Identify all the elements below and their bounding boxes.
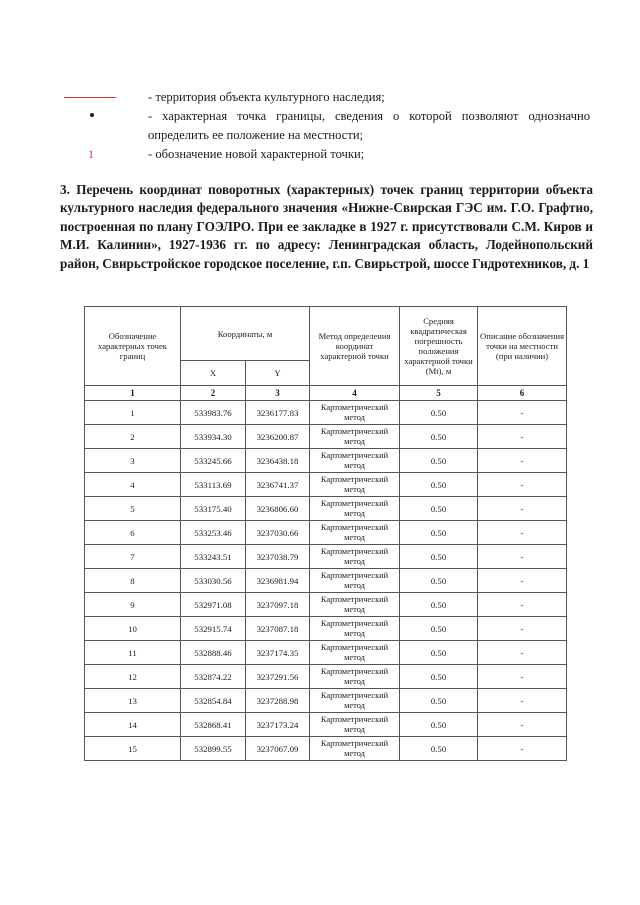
column-index: 4: [310, 386, 400, 401]
coordinates-table: [84, 306, 567, 761]
legend: [60, 88, 590, 164]
description-cell: -: [478, 497, 567, 521]
coord-y-cell: 3236438.18: [246, 449, 310, 473]
point-number-cell: 11: [85, 641, 181, 665]
coord-x-cell: 532899.55: [181, 737, 246, 761]
coord-y-cell: 3237174.35: [246, 641, 310, 665]
column-index: 1: [85, 386, 181, 401]
error-value-cell: 0.50: [400, 593, 478, 617]
method-cell: Картометрический метод: [310, 521, 400, 545]
description-cell: -: [478, 689, 567, 713]
coord-x-cell: 532971.08: [181, 593, 246, 617]
table-row: [85, 521, 567, 545]
point-number-cell: 7: [85, 545, 181, 569]
point-number-cell: 1: [85, 401, 181, 425]
section-heading: 3. Перечень координат поворотных (характерных) точек границ территории объекта культурного наследия федерального значения «Нижне-Свирская ГЭС им. Г.О. Графтио, построенная по плану ГОЭЛРО. При ее закладке в 1927 г. присутствовали С.М. Киров и М.И. Калинин», 1927-1936 гг. по адресу: Ленинградская область, Лодейнопольский район, Свирьстройское городское поселение, г.п. Свирьстрой, шоссе Гидротехников, д. 1: [60, 182, 593, 271]
description-cell: -: [478, 737, 567, 761]
table-row: [85, 401, 567, 425]
legend-item-new-point: [60, 145, 590, 164]
table-row: [85, 545, 567, 569]
description-cell: -: [478, 713, 567, 737]
method-cell: Картометрический метод: [310, 617, 400, 641]
header-y: Y: [246, 361, 310, 386]
table-row: [85, 593, 567, 617]
table-row: [85, 641, 567, 665]
coord-y-cell: 3237097.18: [246, 593, 310, 617]
coord-y-cell: 3237173.24: [246, 713, 310, 737]
error-value-cell: 0.50: [400, 689, 478, 713]
point-number-cell: 13: [85, 689, 181, 713]
header-error: Средняя квадратическая погрешность положения характерной точки (Mt), м: [400, 307, 478, 386]
coord-x-cell: 532868.41: [181, 713, 246, 737]
method-cell: Картометрический метод: [310, 689, 400, 713]
table-row: [85, 617, 567, 641]
description-cell: -: [478, 569, 567, 593]
error-value-cell: 0.50: [400, 569, 478, 593]
table-row: [85, 569, 567, 593]
description-cell: -: [478, 665, 567, 689]
method-cell: Картометрический метод: [310, 425, 400, 449]
point-number-cell: 8: [85, 569, 181, 593]
coord-x-cell: 533245.66: [181, 449, 246, 473]
coord-x-cell: 533253.46: [181, 521, 246, 545]
red-number-text: 1: [88, 147, 94, 161]
point-number-cell: 4: [85, 473, 181, 497]
description-cell: -: [478, 617, 567, 641]
error-value-cell: 0.50: [400, 449, 478, 473]
error-value-cell: 0.50: [400, 617, 478, 641]
description-cell: -: [478, 641, 567, 665]
coord-x-cell: 533934.30: [181, 425, 246, 449]
method-cell: Картометрический метод: [310, 545, 400, 569]
error-value-cell: 0.50: [400, 425, 478, 449]
coord-y-cell: 3236741.37: [246, 473, 310, 497]
red-line-symbol: [60, 88, 148, 107]
column-index: 6: [478, 386, 567, 401]
method-cell: Картометрический метод: [310, 641, 400, 665]
point-number-cell: 2: [85, 425, 181, 449]
coord-x-cell: 533243.51: [181, 545, 246, 569]
table-row: [85, 425, 567, 449]
point-number-cell: 14: [85, 713, 181, 737]
error-value-cell: 0.50: [400, 521, 478, 545]
error-value-cell: 0.50: [400, 473, 478, 497]
description-cell: -: [478, 473, 567, 497]
method-cell: Картометрический метод: [310, 497, 400, 521]
legend-item-territory: [60, 88, 590, 107]
coord-y-cell: 3236200.87: [246, 425, 310, 449]
coord-y-cell: 3237288.98: [246, 689, 310, 713]
description-cell: -: [478, 425, 567, 449]
header-x: X: [181, 361, 246, 386]
method-cell: Картометрический метод: [310, 401, 400, 425]
method-cell: Картометрический метод: [310, 665, 400, 689]
coord-x-cell: 533175.40: [181, 497, 246, 521]
point-number-cell: 6: [85, 521, 181, 545]
point-number-cell: 9: [85, 593, 181, 617]
method-cell: Картометрический метод: [310, 473, 400, 497]
point-number-cell: 15: [85, 737, 181, 761]
description-cell: -: [478, 401, 567, 425]
point-number-cell: 10: [85, 617, 181, 641]
table-row: [85, 713, 567, 737]
method-cell: Картометрический метод: [310, 569, 400, 593]
legend-text: - характерная точка границы, сведения о которой позволяют однозначно определить ее положение на местности;: [148, 109, 590, 142]
legend-item-point: [60, 107, 590, 145]
black-dot-symbol: [60, 107, 148, 126]
coord-y-cell: 3237038.79: [246, 545, 310, 569]
coord-y-cell: 3236981.94: [246, 569, 310, 593]
red-number-symbol: [60, 145, 148, 164]
point-number-cell: 12: [85, 665, 181, 689]
method-cell: Картометрический метод: [310, 593, 400, 617]
description-cell: -: [478, 449, 567, 473]
coord-y-cell: 3237030.66: [246, 521, 310, 545]
error-value-cell: 0.50: [400, 497, 478, 521]
header-coords: Координаты, м: [181, 307, 310, 361]
coord-x-cell: 533030.56: [181, 569, 246, 593]
header-method: Метод определения координат характерной точки: [310, 307, 400, 386]
coord-x-cell: 532915.74: [181, 617, 246, 641]
coord-y-cell: 3236177.83: [246, 401, 310, 425]
column-index-row: [85, 386, 567, 401]
header-description: Описание обозначения точки на местности (при наличии): [478, 307, 567, 386]
table-row: [85, 449, 567, 473]
coord-x-cell: 533983.76: [181, 401, 246, 425]
legend-text: - обозначение новой характерной точки;: [148, 147, 365, 161]
table-row: [85, 665, 567, 689]
legend-text: - территория объекта культурного наследия;: [148, 90, 385, 104]
error-value-cell: 0.50: [400, 737, 478, 761]
error-value-cell: 0.50: [400, 713, 478, 737]
error-value-cell: 0.50: [400, 665, 478, 689]
coord-x-cell: 533113.69: [181, 473, 246, 497]
coord-x-cell: 532854.84: [181, 689, 246, 713]
table-row: [85, 737, 567, 761]
error-value-cell: 0.50: [400, 641, 478, 665]
column-index: 2: [181, 386, 246, 401]
description-cell: -: [478, 593, 567, 617]
method-cell: Картометрический метод: [310, 713, 400, 737]
coord-x-cell: 532874.22: [181, 665, 246, 689]
method-cell: Картометрический метод: [310, 737, 400, 761]
coord-y-cell: 3237067.09: [246, 737, 310, 761]
column-index: 3: [246, 386, 310, 401]
point-number-cell: 5: [85, 497, 181, 521]
table-row: [85, 689, 567, 713]
point-number-cell: 3: [85, 449, 181, 473]
coord-y-cell: 3237087.18: [246, 617, 310, 641]
header-point: Обозначение характерных точек границ: [85, 307, 181, 386]
coord-y-cell: 3237291.56: [246, 665, 310, 689]
method-cell: Картометрический метод: [310, 449, 400, 473]
table-row: [85, 473, 567, 497]
coord-y-cell: 3236806.60: [246, 497, 310, 521]
error-value-cell: 0.50: [400, 545, 478, 569]
coord-x-cell: 532888.46: [181, 641, 246, 665]
column-index: 5: [400, 386, 478, 401]
description-cell: -: [478, 545, 567, 569]
description-cell: -: [478, 521, 567, 545]
table-row: [85, 497, 567, 521]
error-value-cell: 0.50: [400, 401, 478, 425]
